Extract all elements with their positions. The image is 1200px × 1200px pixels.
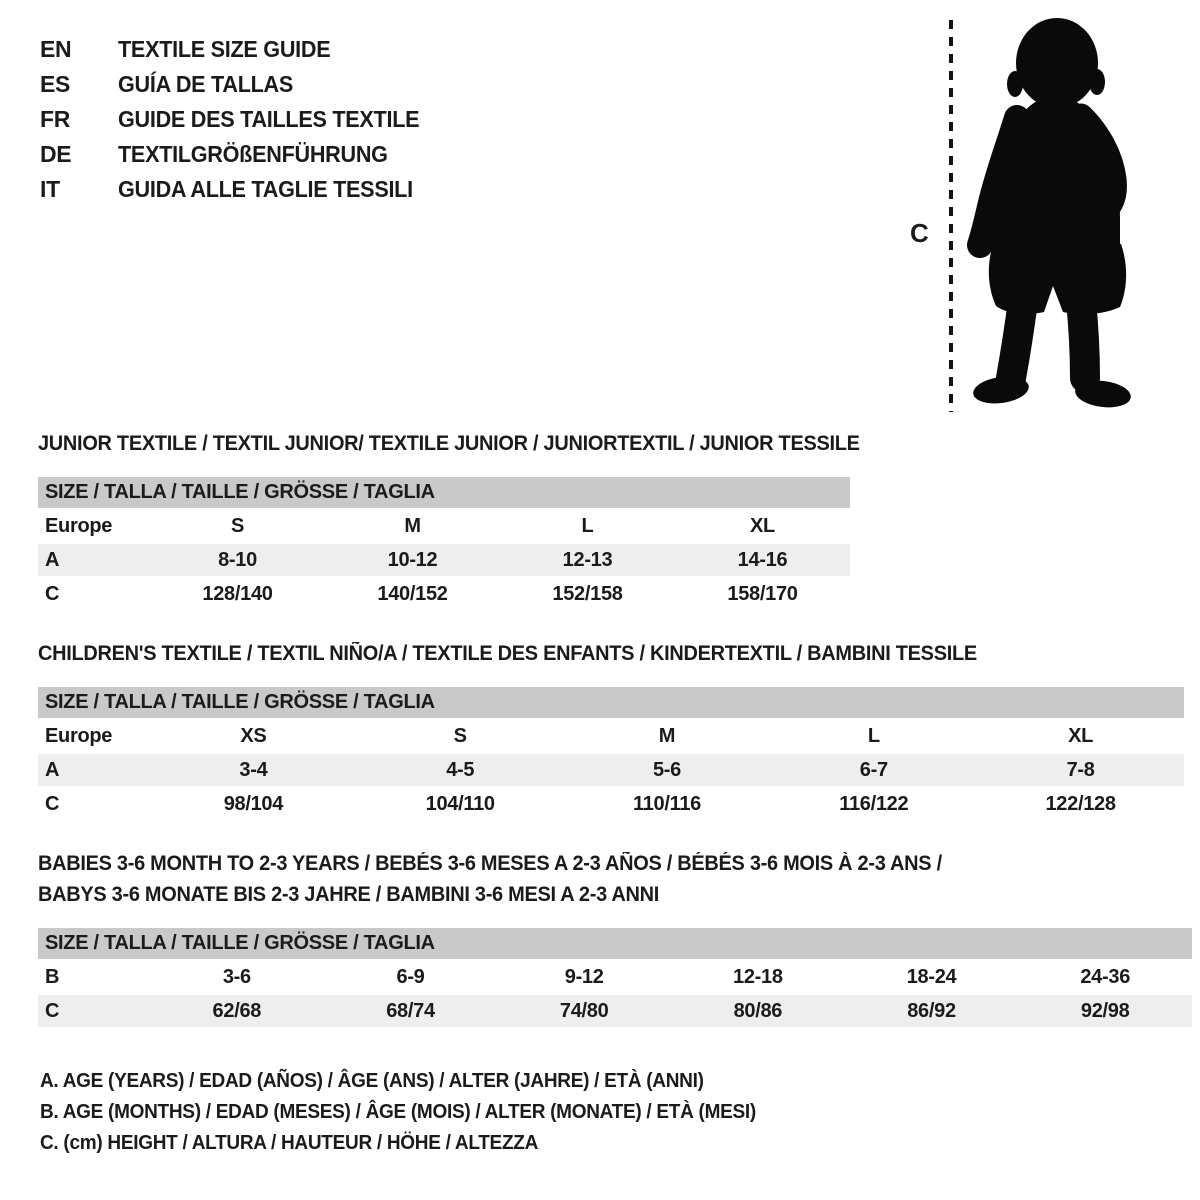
size-guide-sections bbox=[38, 428, 1198, 1055]
language-row bbox=[40, 102, 439, 137]
language-list bbox=[40, 32, 439, 207]
row-label: B bbox=[45, 966, 60, 988]
toddler-silhouette-graphic bbox=[900, 12, 1155, 420]
size-cell: XS bbox=[240, 725, 267, 747]
row-label: Europe bbox=[45, 725, 113, 747]
size-table bbox=[38, 687, 1184, 820]
language-title: TEXTILGRÖßENFÜHRUNG bbox=[118, 141, 388, 167]
section-heading-line: JUNIOR TEXTILE / TEXTIL JUNIOR/ TEXTILE JUNIOR / JUNIORTEXTIL / JUNIOR TESSILE bbox=[38, 432, 860, 455]
size-cell: XL bbox=[1068, 725, 1094, 747]
size-cell: 140/152 bbox=[377, 583, 448, 605]
size-cell: 6-7 bbox=[859, 759, 888, 781]
language-code: EN bbox=[40, 36, 72, 62]
size-cell: 152/158 bbox=[552, 583, 623, 605]
size-cell: 122/128 bbox=[1045, 793, 1116, 815]
size-cell: 74/80 bbox=[559, 1000, 609, 1022]
size-cell: 158/170 bbox=[727, 583, 798, 605]
size-cell: L bbox=[867, 725, 880, 747]
language-row bbox=[40, 67, 439, 102]
size-cell: L bbox=[581, 515, 594, 537]
row-label: A bbox=[45, 549, 60, 571]
table-row bbox=[38, 510, 850, 542]
section-heading bbox=[38, 848, 1198, 910]
size-section-1 bbox=[38, 638, 1198, 820]
section-heading bbox=[38, 638, 1198, 669]
size-cell: 14-16 bbox=[737, 549, 788, 571]
table-row bbox=[38, 578, 850, 610]
footnote-line: A. AGE (YEARS) / EDAD (AÑOS) / ÂGE (ANS) / ALTER (JAHRE) / ETÀ (ANNI) bbox=[40, 1070, 704, 1092]
language-row bbox=[40, 32, 439, 67]
footnote-line: C. (cm) HEIGHT / ALTURA / HAUTEUR / HÖHE / ALTEZZA bbox=[40, 1132, 539, 1154]
size-cell: 9-12 bbox=[564, 966, 604, 988]
language-title: GUIDE DES TAILLES TEXTILE bbox=[118, 106, 420, 132]
table-header-bar: SIZE / TALLA / TAILLE / GRÖSSE / TAGLIA bbox=[38, 477, 850, 508]
language-row bbox=[40, 137, 439, 172]
table-row bbox=[38, 788, 1184, 820]
toddler-silhouette-icon bbox=[971, 18, 1132, 410]
language-title: TEXTILE SIZE GUIDE bbox=[118, 36, 331, 62]
table-row bbox=[38, 961, 1192, 993]
row-label: C bbox=[45, 1000, 60, 1022]
measure-legend bbox=[40, 1066, 794, 1159]
section-heading bbox=[38, 428, 1198, 459]
section-heading-line: BABIES 3-6 MONTH TO 2-3 YEARS / BEBÉS 3-6 MESES A 2-3 AÑOS / BÉBÉS 3-6 MOIS À 2-3 ANS / bbox=[38, 852, 942, 875]
table-header-bar: SIZE / TALLA / TAILLE / GRÖSSE / TAGLIA bbox=[38, 687, 1184, 718]
size-cell: 24-36 bbox=[1080, 966, 1131, 988]
size-cell: 8-10 bbox=[218, 549, 257, 571]
size-cell: 86/92 bbox=[907, 1000, 956, 1022]
size-cell: 104/110 bbox=[425, 793, 495, 815]
measure-label-c: C bbox=[910, 218, 929, 248]
table-header-bar: SIZE / TALLA / TAILLE / GRÖSSE / TAGLIA bbox=[38, 928, 1192, 959]
size-table bbox=[38, 928, 1192, 1027]
size-cell: 18-24 bbox=[906, 966, 957, 988]
size-cell: 128/140 bbox=[202, 583, 273, 605]
size-cell: XL bbox=[750, 515, 775, 537]
size-cell: 7-8 bbox=[1066, 759, 1095, 781]
row-label: C bbox=[45, 793, 60, 815]
footnote-line: B. AGE (MONTHS) / EDAD (MESES) / ÂGE (MOIS) / ALTER (MONATE) / ETÀ (MESI) bbox=[40, 1101, 756, 1123]
size-cell: 62/68 bbox=[212, 1000, 262, 1022]
size-cell: 98/104 bbox=[223, 793, 284, 815]
language-row bbox=[40, 172, 439, 207]
size-cell: 92/98 bbox=[1080, 1000, 1130, 1022]
table-row bbox=[38, 754, 1184, 786]
section-heading-line: CHILDREN'S TEXTILE / TEXTIL NIÑO/A / TEXTILE DES ENFANTS / KINDERTEXTIL / BAMBINI TESSILE bbox=[38, 642, 977, 665]
language-title: GUÍA DE TALLAS bbox=[118, 71, 294, 97]
size-cell: 80/86 bbox=[733, 1000, 783, 1022]
row-label: A bbox=[45, 759, 60, 781]
table-row bbox=[38, 720, 1184, 752]
language-code: FR bbox=[40, 106, 71, 132]
language-code: IT bbox=[40, 176, 60, 202]
size-cell: 12-13 bbox=[562, 549, 613, 571]
row-label: C bbox=[45, 583, 60, 605]
row-label: Europe bbox=[45, 515, 113, 537]
size-section-0 bbox=[38, 428, 1198, 610]
size-cell: M bbox=[404, 515, 421, 537]
size-cell: 5-6 bbox=[652, 759, 681, 781]
size-table bbox=[38, 477, 850, 610]
size-cell: 3-4 bbox=[239, 759, 268, 781]
language-title: GUIDA ALLE TAGLIE TESSILI bbox=[118, 176, 413, 202]
size-cell: S bbox=[453, 725, 467, 747]
height-figure bbox=[900, 12, 1155, 420]
size-cell: M bbox=[658, 725, 676, 747]
size-cell: 10-12 bbox=[387, 549, 438, 571]
size-cell: 3-6 bbox=[222, 966, 251, 988]
language-code: ES bbox=[40, 71, 71, 97]
table-row bbox=[38, 995, 1192, 1027]
size-cell: 6-9 bbox=[396, 966, 425, 988]
table-row bbox=[38, 544, 850, 576]
size-cell: 12-18 bbox=[733, 966, 783, 988]
size-section-2 bbox=[38, 848, 1198, 1027]
size-cell: 4-5 bbox=[446, 759, 475, 781]
section-heading-line: BABYS 3-6 MONATE BIS 2-3 JAHRE / BAMBINI 3-6 MESI A 2-3 ANNI bbox=[38, 883, 660, 906]
size-cell: S bbox=[230, 515, 245, 537]
size-cell: 116/122 bbox=[839, 793, 909, 815]
size-cell: 68/74 bbox=[386, 1000, 435, 1022]
size-cell: 110/116 bbox=[632, 793, 701, 815]
language-code: DE bbox=[40, 141, 72, 167]
